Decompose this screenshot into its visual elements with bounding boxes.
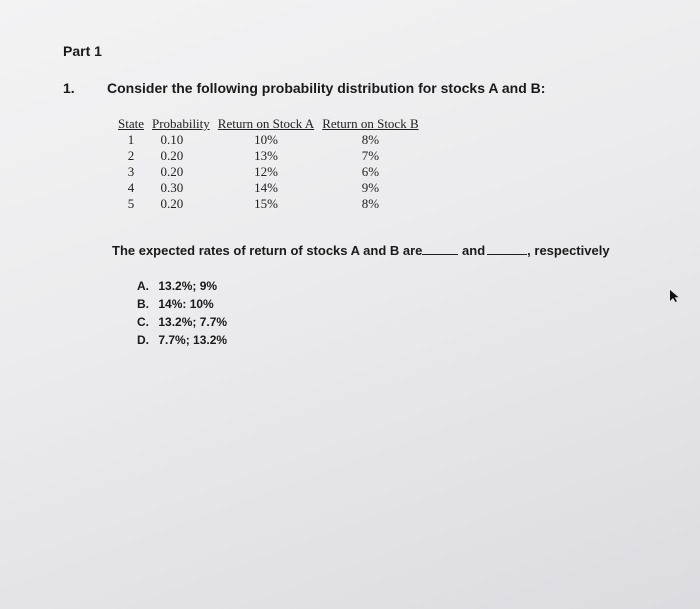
cell-return-a: 13% — [254, 148, 278, 163]
table-row — [114, 164, 423, 180]
cell-probability: 0.30 — [160, 180, 184, 195]
cell-probability: 0.10 — [160, 132, 184, 147]
table-row — [114, 132, 423, 148]
question-text: Consider the following probability distribution for stocks A and B: — [107, 80, 546, 96]
probability-distribution-table — [114, 116, 423, 212]
header-return-b: Return on Stock B — [322, 116, 419, 131]
table-row — [114, 148, 423, 164]
header-probability: Probability — [152, 116, 210, 131]
cell-state: 5 — [127, 196, 135, 211]
fill-in-suffix: respectively — [534, 243, 610, 258]
cell-state: 4 — [127, 180, 135, 195]
choice-text: 7.7%; 13.2% — [158, 333, 228, 347]
list-item — [137, 295, 227, 313]
cell-probability: 0.20 — [160, 196, 184, 211]
cell-return-b: 7% — [361, 148, 380, 163]
choice-letter: B. — [137, 297, 149, 311]
part-title: Part 1 — [63, 43, 102, 59]
cell-return-b: 9% — [361, 180, 380, 195]
cell-probability: 0.20 — [160, 164, 184, 179]
choice-letter: C. — [137, 315, 149, 329]
fill-in-sentence: The expected rates of return of stocks A and B are and , respectively — [112, 243, 610, 258]
cell-return-a: 14% — [254, 180, 278, 195]
cell-return-a: 15% — [254, 196, 278, 211]
cell-return-a: 12% — [254, 164, 278, 179]
list-item — [137, 331, 227, 349]
cell-state: 2 — [127, 148, 135, 163]
choice-text: 14%: 10% — [158, 297, 214, 311]
table-header-row — [114, 116, 423, 132]
choice-text: 13.2%; 9% — [158, 279, 218, 293]
cell-state: 1 — [127, 132, 135, 147]
cell-state: 3 — [127, 164, 135, 179]
question-number: 1. — [63, 80, 75, 96]
list-item — [137, 313, 227, 331]
blank-a — [422, 242, 458, 255]
choice-text: 13.2%; 7.7% — [158, 315, 228, 329]
choice-letter: D. — [137, 333, 149, 347]
mouse-cursor-icon — [668, 289, 682, 303]
answer-choices — [137, 277, 227, 349]
cell-return-a: 10% — [254, 132, 278, 147]
list-item — [137, 277, 227, 295]
cell-return-b: 8% — [361, 132, 380, 147]
fill-in-prefix: The expected rates of return of stocks A and B are — [112, 243, 423, 258]
cell-probability: 0.20 — [160, 148, 184, 163]
table-row — [114, 196, 423, 212]
cell-return-b: 6% — [361, 164, 380, 179]
blank-b — [487, 242, 527, 255]
cell-return-b: 8% — [361, 196, 380, 211]
table-row — [114, 180, 423, 196]
header-state: State — [118, 116, 144, 131]
fill-in-middle: and — [462, 243, 486, 258]
choice-letter: A. — [137, 279, 149, 293]
header-return-a: Return on Stock A — [217, 116, 315, 131]
